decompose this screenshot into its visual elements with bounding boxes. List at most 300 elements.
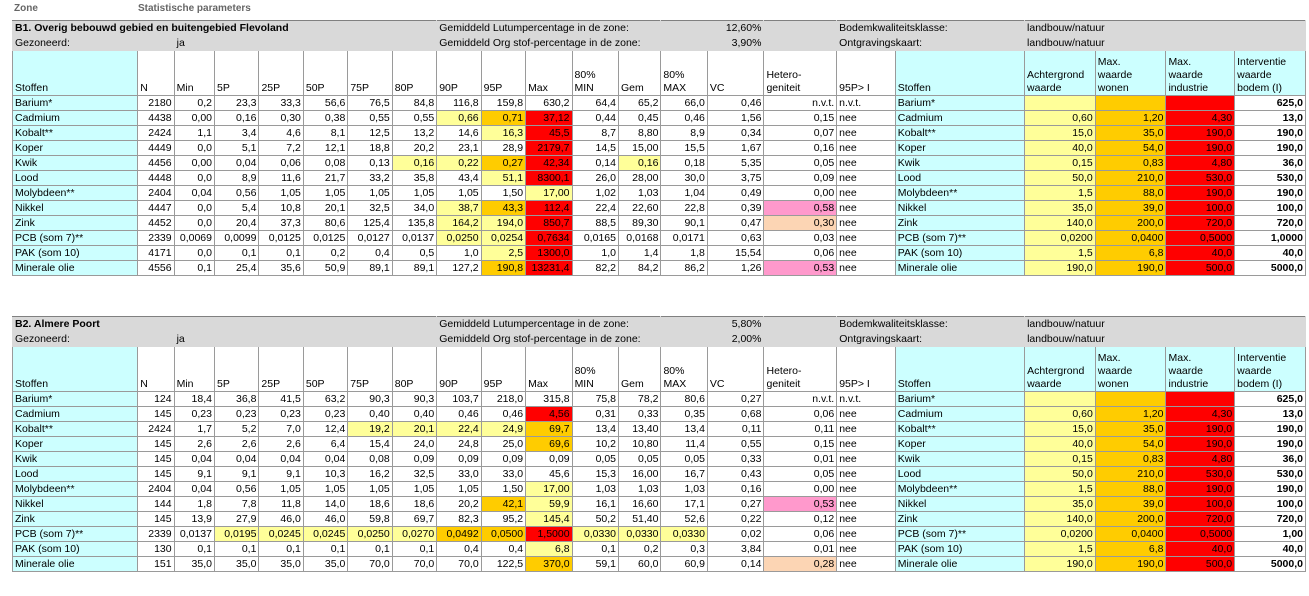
table-cell: 0,0125: [303, 231, 347, 246]
table-cell: nee: [837, 126, 896, 141]
table-cell: 190,0: [1235, 437, 1306, 452]
table-cell: 35,6: [259, 261, 303, 276]
table-cell: 0,68: [707, 407, 764, 422]
table-cell: 0,05: [572, 452, 618, 467]
table-cell: 89,1: [392, 261, 436, 276]
table-cell: 0,44: [572, 111, 618, 126]
table-cell: 52,6: [661, 512, 707, 527]
table-cell: 0,15: [1025, 452, 1096, 467]
table-cell: 2179,7: [526, 141, 572, 156]
table-cell: 2339: [138, 231, 174, 246]
table-cell: 0,0171: [661, 231, 707, 246]
table-cell: nee: [837, 512, 896, 527]
table-cell: 12,4: [303, 422, 347, 437]
table-cell: 60,0: [619, 557, 661, 572]
table-cell: Zink: [13, 216, 138, 231]
table-cell: 625,0: [1235, 96, 1306, 111]
table-cell: 0,01: [764, 452, 837, 467]
table-cell: 0,00: [174, 156, 214, 171]
info-row-1: [13, 317, 1306, 332]
table-cell: 18,4: [174, 392, 214, 407]
table-cell: 530,0: [1166, 467, 1235, 482]
table-cell: 0,00: [174, 111, 214, 126]
table-cell: 90,1: [661, 216, 707, 231]
table-cell: 1,03: [572, 482, 618, 497]
table-cell: 0,05: [619, 452, 661, 467]
table-cell: nee: [837, 482, 896, 497]
table-cell: 370,0: [526, 557, 572, 572]
table-cell: 10,3: [303, 467, 347, 482]
table-cell: 1,5: [1025, 246, 1096, 261]
table-cell: 40,0: [1166, 246, 1235, 261]
table-cell: 20,2: [437, 497, 481, 512]
table-cell: 25,4: [215, 261, 259, 276]
table-cell: 500,0: [1166, 261, 1235, 276]
table-cell: 24,9: [481, 422, 525, 437]
table-cell: Cadmium: [895, 111, 1024, 126]
table-cell: 36,0: [1235, 452, 1306, 467]
table-cell: 190,0: [1235, 126, 1306, 141]
column-header-row: [13, 51, 1306, 96]
table-cell: Kobalt**: [13, 126, 138, 141]
bodem-value: landbouw/natuur: [1025, 317, 1306, 332]
table-cell: 0,11: [707, 422, 764, 437]
table-cell: 0,0254: [481, 231, 525, 246]
table-cell: 89,30: [618, 216, 660, 231]
table-cell: 64,4: [572, 96, 618, 111]
table-cell: 135,8: [392, 216, 436, 231]
table-cell: 89,1: [348, 261, 392, 276]
table-cell: 0,02: [707, 527, 764, 542]
table-cell: 5,35: [707, 156, 764, 171]
column-header: 5P: [215, 51, 259, 96]
table-cell: 190,0: [1166, 422, 1235, 437]
table-cell: nee: [837, 261, 896, 276]
table-cell: 66,0: [661, 96, 707, 111]
table-cell: 16,00: [619, 467, 661, 482]
column-header: 80P: [392, 347, 437, 392]
table-cell: 35,0: [174, 557, 214, 572]
table-cell: 1,05: [348, 482, 392, 497]
table-cell: Barium*: [13, 392, 138, 407]
table-cell: 0,0330: [619, 527, 661, 542]
zone-header: [0, 0, 1309, 16]
table-cell: Molybdeen**: [895, 186, 1024, 201]
table-cell: 69,7: [392, 512, 437, 527]
table-cell: 10,8: [259, 201, 303, 216]
column-header: 80% MIN: [572, 347, 618, 392]
table-cell: 190,0: [1166, 186, 1235, 201]
table-cell: 0,0125: [259, 231, 303, 246]
table-cell: 0,49: [707, 186, 764, 201]
table-cell: 78,2: [619, 392, 661, 407]
table-cell: 0,16: [215, 111, 259, 126]
table-cell: 1,02: [572, 186, 618, 201]
table-cell: 0,03: [764, 231, 837, 246]
table-cell: 0,0137: [392, 231, 436, 246]
table-cell: 15,5: [661, 141, 707, 156]
table-cell: 190,0: [1166, 126, 1235, 141]
table-cell: 95,2: [481, 512, 525, 527]
table-cell: 80,6: [661, 392, 707, 407]
table-cell: 40,0: [1025, 437, 1096, 452]
table-row: [13, 261, 1306, 276]
block-title: B1. Overig bebouwd gebied en buitengebied Flevoland: [13, 21, 437, 36]
table-cell: 145: [138, 467, 174, 482]
table-cell: 0,60: [1025, 407, 1096, 422]
table-cell: 2404: [138, 482, 174, 497]
table-cell: 1,05: [437, 186, 481, 201]
table-cell: 59,9: [526, 497, 572, 512]
table-cell: 0,53: [764, 261, 837, 276]
gezoneerd-value: ja: [174, 36, 437, 51]
table-cell: 144: [138, 497, 174, 512]
table-cell: 0,23: [174, 407, 214, 422]
table-cell: 0,09: [437, 452, 481, 467]
column-header: 90P: [437, 347, 481, 392]
table-cell: 0,0200: [1025, 231, 1096, 246]
table-cell: nee: [837, 437, 896, 452]
table-cell: 90,3: [348, 392, 392, 407]
table-cell: 50,2: [572, 512, 618, 527]
table-cell: Lood: [895, 171, 1024, 186]
table-cell: Nikkel: [13, 201, 138, 216]
table-cell: 2404: [138, 186, 174, 201]
block-b1: [12, 20, 1306, 276]
table-cell: 5,2: [214, 422, 258, 437]
table-cell: 0,2: [303, 246, 347, 261]
table-cell: 33,0: [437, 467, 481, 482]
table-cell: 0,4: [437, 542, 481, 557]
table-cell: 80,6: [303, 216, 347, 231]
table-row: [13, 156, 1306, 171]
table-cell: 6,4: [303, 437, 347, 452]
table-cell: 0,1: [174, 542, 214, 557]
table-cell: 12,5: [348, 126, 392, 141]
table-cell: nee: [837, 542, 896, 557]
table-cell: 19,2: [348, 422, 392, 437]
table-cell: [1095, 392, 1166, 407]
table-cell: 88,5: [572, 216, 618, 231]
table-cell: 4556: [138, 261, 174, 276]
table-cell: 0,0195: [214, 527, 258, 542]
table-cell: 25,0: [481, 437, 525, 452]
table-cell: nee: [837, 407, 896, 422]
table-cell: 46,0: [259, 512, 303, 527]
table-cell: 2424: [138, 126, 174, 141]
table-cell: 0,00: [764, 186, 837, 201]
column-header: 25P: [259, 347, 303, 392]
table-cell: 0,47: [707, 216, 764, 231]
ontgraving-label: Ontgravingskaart:: [837, 36, 1025, 51]
table-cell: nee: [837, 141, 896, 156]
table-cell: 190,0: [1166, 141, 1235, 156]
table-cell: 0,0168: [618, 231, 660, 246]
table-cell: 1,8: [661, 246, 707, 261]
table-cell: 0,27: [707, 497, 764, 512]
table-cell: PCB (som 7)**: [13, 231, 138, 246]
table-cell: Nikkel: [895, 497, 1024, 512]
table-cell: nee: [837, 186, 896, 201]
table-cell: 2339: [138, 527, 174, 542]
table-cell: 32,5: [348, 201, 392, 216]
table-cell: 1,05: [303, 482, 347, 497]
table-cell: 850,7: [526, 216, 572, 231]
table-cell: [1025, 96, 1096, 111]
zone-label: Zone: [14, 3, 38, 14]
table-cell: 0,0330: [661, 527, 707, 542]
table-cell: 15,3: [572, 467, 618, 482]
table-cell: 0,2: [619, 542, 661, 557]
table-cell: 190,0: [1166, 437, 1235, 452]
table-cell: 0,5000: [1166, 231, 1235, 246]
table-cell: 720,0: [1235, 512, 1306, 527]
table-row: [13, 437, 1306, 452]
table-cell: 45,6: [526, 467, 572, 482]
table-cell: 42,1: [481, 497, 525, 512]
table-cell: 1,04: [661, 186, 707, 201]
table-cell: 0,06: [259, 156, 303, 171]
table-cell: 35,0: [1025, 497, 1096, 512]
table-cell: 20,1: [392, 422, 437, 437]
table-cell: 35,0: [1025, 201, 1096, 216]
table-cell: Barium*: [13, 96, 138, 111]
table-cell: 0,09: [481, 452, 525, 467]
column-header: 95P> I: [837, 347, 896, 392]
table-cell: 0,3: [661, 542, 707, 557]
column-header: Gem: [619, 347, 661, 392]
table-cell: 190,8: [481, 261, 525, 276]
params-label: Statistische parameters: [138, 3, 251, 14]
table-cell: 8,9: [215, 171, 259, 186]
table-cell: 145: [138, 452, 174, 467]
table-cell: 125,4: [348, 216, 392, 231]
table-cell: 84,2: [618, 261, 660, 276]
table-cell: 0,46: [707, 96, 764, 111]
org-value: 3,90%: [661, 36, 764, 51]
table-cell: 0,43: [707, 467, 764, 482]
table-cell: 1,50: [481, 186, 525, 201]
table-cell: 0,1: [259, 542, 303, 557]
table-cell: 0,09: [392, 452, 437, 467]
table-cell: nee: [837, 216, 896, 231]
column-header: Max: [526, 51, 572, 96]
table-cell: 103,7: [437, 392, 481, 407]
table-cell: 70,0: [437, 557, 481, 572]
table-cell: 15,0: [1025, 422, 1096, 437]
table-cell: 0,11: [764, 422, 837, 437]
table-cell: 0,30: [764, 216, 837, 231]
table-cell: 164,2: [437, 216, 481, 231]
table-cell: Minerale olie: [13, 557, 138, 572]
table-cell: PCB (som 7)**: [895, 231, 1024, 246]
table-cell: 35,0: [1095, 422, 1166, 437]
table-cell: 0,0: [174, 201, 214, 216]
table-cell: 1,05: [259, 482, 303, 497]
table-cell: 84,8: [392, 96, 436, 111]
table-row: [13, 171, 1306, 186]
table-cell: 0,09: [764, 171, 837, 186]
table-cell: 0,30: [259, 111, 303, 126]
table-cell: 530,0: [1166, 171, 1235, 186]
table-cell: 0,04: [303, 452, 347, 467]
table-row: [13, 201, 1306, 216]
table-cell: 32,5: [392, 467, 437, 482]
table-cell: 1,4: [618, 246, 660, 261]
table-cell: 36,8: [214, 392, 258, 407]
spacer: [764, 36, 837, 51]
table-cell: 0,83: [1095, 156, 1166, 171]
table-cell: 43,4: [437, 171, 481, 186]
table-cell: 2180: [138, 96, 174, 111]
table-cell: 1,56: [707, 111, 764, 126]
table-cell: 17,1: [661, 497, 707, 512]
org-value: 2,00%: [661, 332, 764, 347]
table-row: [13, 422, 1306, 437]
table-cell: 7,0: [259, 422, 303, 437]
table-cell: Lood: [13, 171, 138, 186]
table-cell: 145: [138, 512, 174, 527]
table-cell: 13,4: [661, 422, 707, 437]
table-cell: 0,04: [174, 186, 214, 201]
table-cell: 15,00: [618, 141, 660, 156]
table-cell: 140,0: [1025, 512, 1096, 527]
table-row: [13, 407, 1306, 422]
table-cell: 0,46: [661, 111, 707, 126]
table-cell: 2,6: [174, 437, 214, 452]
table-cell: 20,1: [303, 201, 347, 216]
table-cell: 9,1: [214, 467, 258, 482]
table-row: [13, 216, 1306, 231]
table-cell: 100,0: [1235, 201, 1306, 216]
table-cell: 13,9: [174, 512, 214, 527]
table-cell: 60,9: [661, 557, 707, 572]
table-cell: 88,0: [1095, 186, 1166, 201]
table-cell: 69,6: [526, 437, 572, 452]
table-cell: 210,0: [1095, 467, 1166, 482]
table-cell: 151: [138, 557, 174, 572]
table-cell: 0,15: [1025, 156, 1096, 171]
table-cell: Zink: [895, 216, 1024, 231]
table-cell: 26,0: [572, 171, 618, 186]
table-cell: 13,0: [1235, 407, 1306, 422]
table-cell: 0,46: [481, 407, 525, 422]
table-cell: 51,40: [619, 512, 661, 527]
table-cell: 1,20: [1095, 407, 1166, 422]
lutum-value: 5,80%: [661, 317, 764, 332]
table-cell: 13,0: [1235, 111, 1306, 126]
table-cell: 0,71: [481, 111, 525, 126]
table-row: [13, 482, 1306, 497]
block-title: B2. Almere Poort: [13, 317, 437, 332]
table-cell: 65,2: [618, 96, 660, 111]
table-cell: 0,0330: [572, 527, 618, 542]
column-header-row: [13, 347, 1306, 392]
table-cell: 1,0: [437, 246, 481, 261]
table-cell: 0,08: [348, 452, 392, 467]
table-cell: 625,0: [1235, 392, 1306, 407]
table-cell: 0,45: [618, 111, 660, 126]
table-cell: 720,0: [1235, 216, 1306, 231]
table-cell: 0,1: [215, 246, 259, 261]
table-cell: 0,56: [215, 186, 259, 201]
table-cell: 90,3: [392, 392, 437, 407]
table-cell: Koper: [13, 141, 138, 156]
table-cell: n.v.t.: [764, 96, 837, 111]
table-cell: 15,54: [707, 246, 764, 261]
table-cell: 3,4: [215, 126, 259, 141]
table-row: [13, 527, 1306, 542]
table-cell: 500,0: [1166, 557, 1235, 572]
column-header: Min: [174, 51, 214, 96]
table-cell: Molybdeen**: [13, 186, 138, 201]
table-cell: 56,6: [303, 96, 347, 111]
table-cell: 0,14: [707, 557, 764, 572]
table-cell: 190,0: [1025, 261, 1096, 276]
table-cell: 0,04: [174, 482, 214, 497]
table-cell: 76,5: [348, 96, 392, 111]
table-cell: 2424: [138, 422, 174, 437]
table-cell: 51,1: [481, 171, 525, 186]
table-cell: 20,4: [215, 216, 259, 231]
table-cell: 1,05: [392, 186, 436, 201]
column-header: 5P: [214, 347, 258, 392]
table-cell: Minerale olie: [13, 261, 138, 276]
table-cell: 13,2: [392, 126, 436, 141]
table-cell: 0,2: [174, 96, 214, 111]
table-cell: 22,8: [661, 201, 707, 216]
table-cell: 1,50: [481, 482, 525, 497]
table-cell: 0,15: [764, 111, 837, 126]
table-cell: 0,04: [174, 452, 214, 467]
column-header: Hetero- geniteit: [764, 51, 837, 96]
column-header: 80% MIN: [572, 51, 618, 96]
table-cell: 1,05: [437, 482, 481, 497]
table-cell: Molybdeen**: [895, 482, 1024, 497]
table-cell: 75,8: [572, 392, 618, 407]
table-cell: 0,0400: [1095, 527, 1166, 542]
table-cell: Kobalt**: [13, 422, 138, 437]
table-cell: Koper: [895, 437, 1024, 452]
table-cell: 112,4: [526, 201, 572, 216]
table-cell: 46,0: [303, 512, 347, 527]
column-header: Stoffen: [13, 51, 138, 96]
table-cell: Kwik: [895, 452, 1024, 467]
table-cell: Kwik: [13, 452, 138, 467]
table-cell: 0,14: [572, 156, 618, 171]
table-cell: 0,0245: [303, 527, 347, 542]
table-cell: 23,1: [437, 141, 481, 156]
table-cell: 22,60: [618, 201, 660, 216]
table-cell: 43,3: [481, 201, 525, 216]
table-cell: 0,35: [661, 407, 707, 422]
table-cell: 194,0: [481, 216, 525, 231]
ontgraving-label: Ontgravingskaart:: [837, 332, 1025, 347]
table-cell: 0,33: [619, 407, 661, 422]
table-cell: 10,2: [572, 437, 618, 452]
table-cell: 69,7: [526, 422, 572, 437]
column-header: Max. waarde industrie: [1166, 51, 1235, 96]
table-cell: 4,80: [1166, 156, 1235, 171]
table-cell: 0,1: [174, 261, 214, 276]
table-cell: 28,00: [618, 171, 660, 186]
table-cell: 145,4: [526, 512, 572, 527]
table-cell: n.v.t.: [837, 96, 896, 111]
table-cell: 0,0: [174, 141, 214, 156]
table-cell: Koper: [895, 141, 1024, 156]
table-cell: 210,0: [1095, 171, 1166, 186]
table-cell: 1,0: [572, 246, 618, 261]
